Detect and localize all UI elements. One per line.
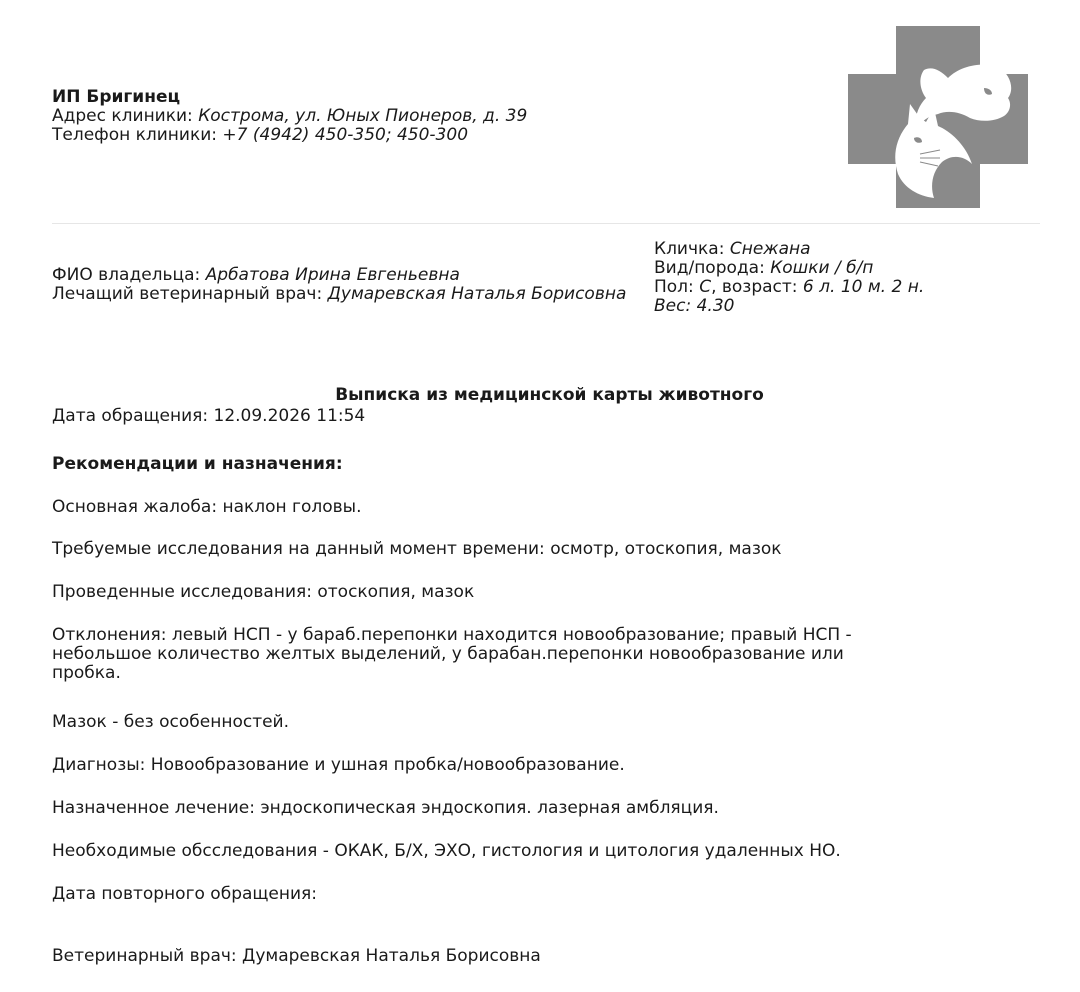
main-complaint: Основная жалоба: наклон головы.: [52, 497, 362, 517]
performed-tests: Проведенные исследования: отоскопия, мазок: [52, 582, 475, 602]
vet-cross-dog-cat-logo-icon: [848, 26, 1028, 208]
prescribed-treatment: Назначенное лечение: эндоскопическая эндоскопия. лазерная амбляция.: [52, 798, 719, 818]
clinic-info: [52, 88, 772, 145]
visit-date: Дата обращения: 12.09.2026 11:54: [52, 406, 366, 426]
deviations-line: пробка.: [52, 663, 121, 683]
diagnoses: Диагнозы: Новообразование и ушная пробка/новообразование.: [52, 755, 625, 775]
pet-info: [654, 240, 1074, 316]
deviations-line: Отклонения: левый НСП - у бараб.перепонки находится новообразование; правый НСП -: [52, 625, 852, 645]
pet-age-label: , возраст:: [711, 277, 803, 297]
required-tests: Требуемые исследования на данный момент времени: осмотр, отоскопия, мазок: [52, 539, 782, 559]
smear-result: Мазок - без особенностей.: [52, 712, 290, 732]
clinic-address: [52, 107, 772, 126]
clinic-address-value: Кострома, ул. Юных Пионеров, д. 39: [198, 106, 528, 126]
clinic-name: ИП Бригинец: [52, 87, 181, 107]
pet-name: [654, 240, 1074, 259]
pet-name-value: Снежана: [729, 239, 811, 259]
pet-sex-label: Пол:: [654, 277, 700, 297]
pet-breed-value: Кошки / б/п: [770, 258, 874, 278]
owner-value: Арбатова Ирина Евгеньевна: [205, 265, 460, 285]
header-divider: [52, 223, 1040, 224]
clinic-phone-value: +7 (4942) 450-350; 450-300: [222, 125, 469, 145]
pet-breed-label: Вид/порода:: [654, 258, 771, 278]
pet-weight: Вес: 4.30: [654, 296, 735, 316]
owner-label: ФИО владельца:: [52, 265, 206, 285]
deviations-line: небольшое количество желтых выделений, у барабан.перепонки новообразование или: [52, 644, 844, 664]
pet-sex-value: С: [699, 277, 712, 297]
owner-info: [52, 266, 627, 304]
clinic-phone-label: Телефон клиники:: [52, 125, 223, 145]
document-title: Выписка из медицинской карты животного: [335, 385, 764, 405]
clinic-phone: [52, 126, 772, 145]
needed-tests: Необходимые обсследования - ОКАК, Б/Х, ЭХО, гистология и цитология удаленных НО.: [52, 841, 841, 861]
clinic-address-label: Адрес клиники:: [52, 106, 199, 126]
doctor-label: Лечащий ветеринарный врач:: [52, 284, 328, 304]
attending-doctor: [52, 285, 627, 304]
pet-sex-age: [654, 278, 1074, 297]
owner-name: [52, 266, 627, 285]
pet-name-label: Кличка:: [654, 239, 730, 259]
doctor-signature: Ветеринарный врач: Думаревская Наталья Борисовна: [52, 946, 541, 966]
deviations: [52, 626, 1042, 683]
doctor-value: Думаревская Наталья Борисовна: [327, 284, 627, 304]
pet-breed: [654, 259, 1074, 278]
revisit-date: Дата повторного обращения:: [52, 884, 317, 904]
recommendations-heading: Рекомендации и назначения:: [52, 454, 343, 474]
pet-age-value: 6 л. 10 м. 2 н.: [802, 277, 925, 297]
